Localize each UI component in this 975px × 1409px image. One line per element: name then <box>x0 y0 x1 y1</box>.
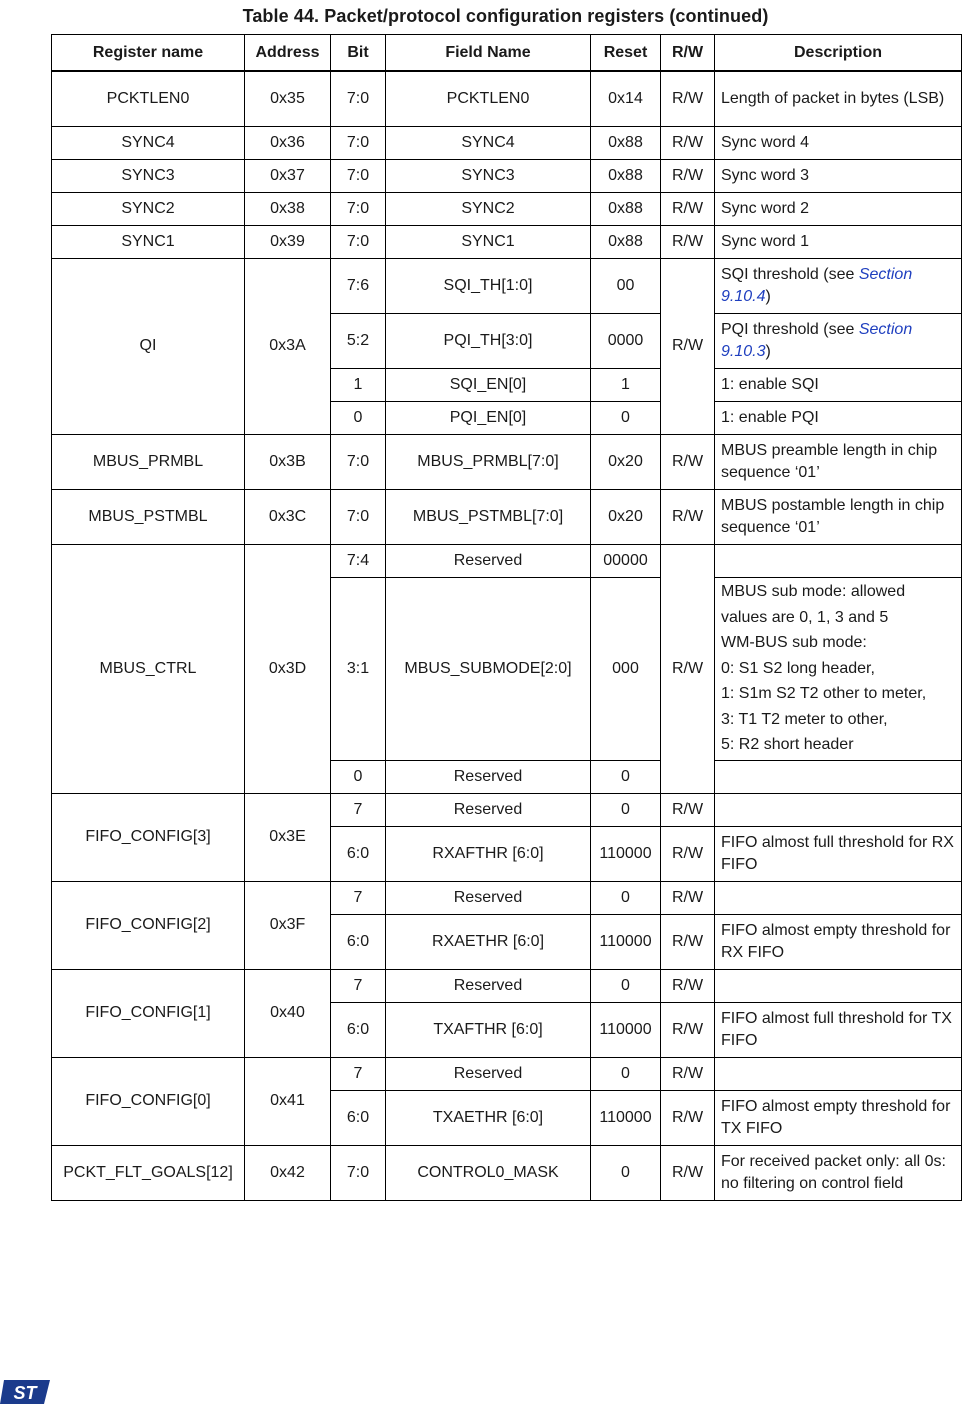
description: Sync word 2 <box>715 192 962 225</box>
description: Sync word 4 <box>715 126 962 159</box>
register-name: PCKT_FLT_GOALS[12] <box>52 1145 245 1200</box>
description: 1: enable SQI <box>715 368 962 401</box>
description-text: PQI threshold (see <box>721 320 859 338</box>
reset-value: 0x88 <box>591 126 661 159</box>
field-name: Reserved <box>386 760 591 793</box>
table-row <box>52 434 962 489</box>
description <box>715 969 962 1002</box>
address: 0x40 <box>245 969 331 1057</box>
description: For received packet only: all 0s: no filtering on control field <box>715 1145 962 1200</box>
bit: 5:2 <box>331 313 386 368</box>
description: MBUS postamble length in chip sequence ‘01’ <box>715 489 962 544</box>
register-name: PCKTLEN0 <box>52 71 245 126</box>
field-name: Reserved <box>386 881 591 914</box>
description <box>715 881 962 914</box>
rw-access: R/W <box>661 71 715 126</box>
register-table <box>51 34 962 1201</box>
field-name: SYNC2 <box>386 192 591 225</box>
address: 0x3E <box>245 793 331 881</box>
address: 0x3A <box>245 258 331 434</box>
description-line: 0: S1 S2 long header, <box>721 659 875 677</box>
register-name: MBUS_PSTMBL <box>52 489 245 544</box>
reset-value: 1 <box>591 368 661 401</box>
field-name: Reserved <box>386 793 591 826</box>
rw-access: R/W <box>661 1002 715 1057</box>
table-row <box>52 159 962 192</box>
col-header-bit: Bit <box>331 35 386 72</box>
field-name: Reserved <box>386 544 591 577</box>
st-logo-text: ST <box>13 1383 37 1403</box>
reset-value: 0x88 <box>591 225 661 258</box>
reset-value: 110000 <box>591 1090 661 1145</box>
reset-value: 0x14 <box>591 71 661 126</box>
rw-access: R/W <box>661 192 715 225</box>
address: 0x37 <box>245 159 331 192</box>
rw-access: R/W <box>661 159 715 192</box>
reset-value: 0x88 <box>591 159 661 192</box>
register-name: SYNC3 <box>52 159 245 192</box>
description <box>715 577 962 760</box>
description <box>715 313 962 368</box>
register-name: FIFO_CONFIG[1] <box>52 969 245 1057</box>
bit: 1 <box>331 368 386 401</box>
description: Sync word 1 <box>715 225 962 258</box>
rw-access: R/W <box>661 969 715 1002</box>
rw-access: R/W <box>661 489 715 544</box>
field-name: SQI_TH[1:0] <box>386 258 591 313</box>
rw-access: R/W <box>661 826 715 881</box>
rw-access: R/W <box>661 225 715 258</box>
bit: 7:0 <box>331 126 386 159</box>
rw-access: R/W <box>661 793 715 826</box>
description <box>715 793 962 826</box>
col-header-reset: Reset <box>591 35 661 72</box>
register-name: MBUS_PRMBL <box>52 434 245 489</box>
description-line: WM-BUS sub mode: <box>721 634 867 652</box>
bit: 0 <box>331 760 386 793</box>
bit: 7:0 <box>331 225 386 258</box>
field-name: SYNC1 <box>386 225 591 258</box>
description: MBUS preamble length in chip sequence ‘01’ <box>715 434 962 489</box>
bit: 6:0 <box>331 1002 386 1057</box>
field-name: MBUS_PSTMBL[7:0] <box>386 489 591 544</box>
bit: 6:0 <box>331 826 386 881</box>
reset-value: 0 <box>591 760 661 793</box>
reset-value: 0000 <box>591 313 661 368</box>
col-header-register-name: Register name <box>52 35 245 72</box>
description: FIFO almost empty threshold for RX FIFO <box>715 914 962 969</box>
description: FIFO almost full threshold for RX FIFO <box>715 826 962 881</box>
field-name: Reserved <box>386 1057 591 1090</box>
rw-access: R/W <box>661 126 715 159</box>
description <box>715 544 962 577</box>
bit: 7:0 <box>331 159 386 192</box>
reset-value: 110000 <box>591 826 661 881</box>
bit: 7 <box>331 881 386 914</box>
reset-value: 0x20 <box>591 434 661 489</box>
register-name: FIFO_CONFIG[3] <box>52 793 245 881</box>
field-name: RXAETHR [6:0] <box>386 914 591 969</box>
bit: 7:0 <box>331 434 386 489</box>
field-name: SYNC3 <box>386 159 591 192</box>
description-line: 3: T1 T2 meter to other, <box>721 710 888 728</box>
register-name: SYNC1 <box>52 225 245 258</box>
bit: 7:4 <box>331 544 386 577</box>
field-name: Reserved <box>386 969 591 1002</box>
field-name: PCKTLEN0 <box>386 71 591 126</box>
reset-value: 0 <box>591 401 661 434</box>
address: 0x39 <box>245 225 331 258</box>
description-line: values are 0, 1, 3 and 5 <box>721 608 889 626</box>
field-name: PQI_EN[0] <box>386 401 591 434</box>
reset-value: 0 <box>591 881 661 914</box>
description: Sync word 3 <box>715 159 962 192</box>
reset-value: 0 <box>591 793 661 826</box>
table-row <box>52 489 962 544</box>
field-name: SQI_EN[0] <box>386 368 591 401</box>
table-row <box>52 969 962 1002</box>
address: 0x35 <box>245 71 331 126</box>
field-name: MBUS_SUBMODE[2:0] <box>386 577 591 760</box>
bit: 7 <box>331 1057 386 1090</box>
table-row <box>52 1057 962 1090</box>
address: 0x41 <box>245 1057 331 1145</box>
table-row <box>52 544 962 577</box>
field-name: SYNC4 <box>386 126 591 159</box>
rw-access: R/W <box>661 1145 715 1200</box>
table-caption: Table 44. Packet/protocol configuration registers (continued) <box>242 6 769 26</box>
rw-access: R/W <box>661 434 715 489</box>
description-text: ) <box>765 287 771 305</box>
field-name: RXAFTHR [6:0] <box>386 826 591 881</box>
reset-value: 0x20 <box>591 489 661 544</box>
address: 0x3D <box>245 544 331 793</box>
description-line: MBUS sub mode: allowed <box>721 583 906 601</box>
table-row <box>52 1145 962 1200</box>
st-logo-icon <box>0 1378 52 1406</box>
reset-value: 110000 <box>591 1002 661 1057</box>
field-name: TXAETHR [6:0] <box>386 1090 591 1145</box>
table-row <box>52 192 962 225</box>
bit: 7 <box>331 793 386 826</box>
table-row <box>52 126 962 159</box>
rw-access: R/W <box>661 881 715 914</box>
bit: 7 <box>331 969 386 1002</box>
col-header-address: Address <box>245 35 331 72</box>
bit: 7:6 <box>331 258 386 313</box>
address: 0x3B <box>245 434 331 489</box>
description-text: SQI threshold (see <box>721 265 859 283</box>
reset-value: 0x88 <box>591 192 661 225</box>
reset-value: 0 <box>591 969 661 1002</box>
bit: 3:1 <box>331 577 386 760</box>
address: 0x38 <box>245 192 331 225</box>
description <box>715 760 962 793</box>
address: 0x36 <box>245 126 331 159</box>
register-name: MBUS_CTRL <box>52 544 245 793</box>
description <box>715 258 962 313</box>
description: FIFO almost full threshold for TX FIFO <box>715 1002 962 1057</box>
bit: 7:0 <box>331 71 386 126</box>
reset-value: 110000 <box>591 914 661 969</box>
description <box>715 1057 962 1090</box>
section-link[interactable]: Section 9.10.3 <box>721 320 913 360</box>
field-name: PQI_TH[3:0] <box>386 313 591 368</box>
bit: 6:0 <box>331 914 386 969</box>
bit: 7:0 <box>331 489 386 544</box>
reset-value: 000 <box>591 577 661 760</box>
table-row <box>52 258 962 313</box>
register-name: SYNC4 <box>52 126 245 159</box>
rw-access: R/W <box>661 258 715 434</box>
bit: 7:0 <box>331 192 386 225</box>
bit: 0 <box>331 401 386 434</box>
bit: 6:0 <box>331 1090 386 1145</box>
bit: 7:0 <box>331 1145 386 1200</box>
description-line: 1: S1m S2 T2 other to meter, <box>721 685 927 703</box>
rw-access: R/W <box>661 1057 715 1090</box>
table-row <box>52 225 962 258</box>
description-text: ) <box>765 342 771 360</box>
description: Length of packet in bytes (LSB) <box>715 71 962 126</box>
address: 0x42 <box>245 1145 331 1200</box>
section-link[interactable]: Section 9.10.4 <box>721 265 913 305</box>
register-name: FIFO_CONFIG[2] <box>52 881 245 969</box>
table-row <box>52 71 962 126</box>
table-row <box>52 793 962 826</box>
field-name: CONTROL0_MASK <box>386 1145 591 1200</box>
rw-access: R/W <box>661 1090 715 1145</box>
address: 0x3F <box>245 881 331 969</box>
reset-value: 0 <box>591 1057 661 1090</box>
rw-access: R/W <box>661 914 715 969</box>
description: FIFO almost empty threshold for TX FIFO <box>715 1090 962 1145</box>
register-name: QI <box>52 258 245 434</box>
col-header-field-name: Field Name <box>386 35 591 72</box>
rw-access: R/W <box>661 544 715 793</box>
reset-value: 0 <box>591 1145 661 1200</box>
col-header-description: Description <box>715 35 962 72</box>
table-row <box>52 881 962 914</box>
address: 0x3C <box>245 489 331 544</box>
field-name: MBUS_PRMBL[7:0] <box>386 434 591 489</box>
description-line: 5: R2 short header <box>721 736 854 754</box>
field-name: TXAFTHR [6:0] <box>386 1002 591 1057</box>
description: 1: enable PQI <box>715 401 962 434</box>
register-name: SYNC2 <box>52 192 245 225</box>
header-row <box>52 35 962 72</box>
reset-value: 00000 <box>591 544 661 577</box>
col-header-rw: R/W <box>661 35 715 72</box>
reset-value: 00 <box>591 258 661 313</box>
register-name: FIFO_CONFIG[0] <box>52 1057 245 1145</box>
